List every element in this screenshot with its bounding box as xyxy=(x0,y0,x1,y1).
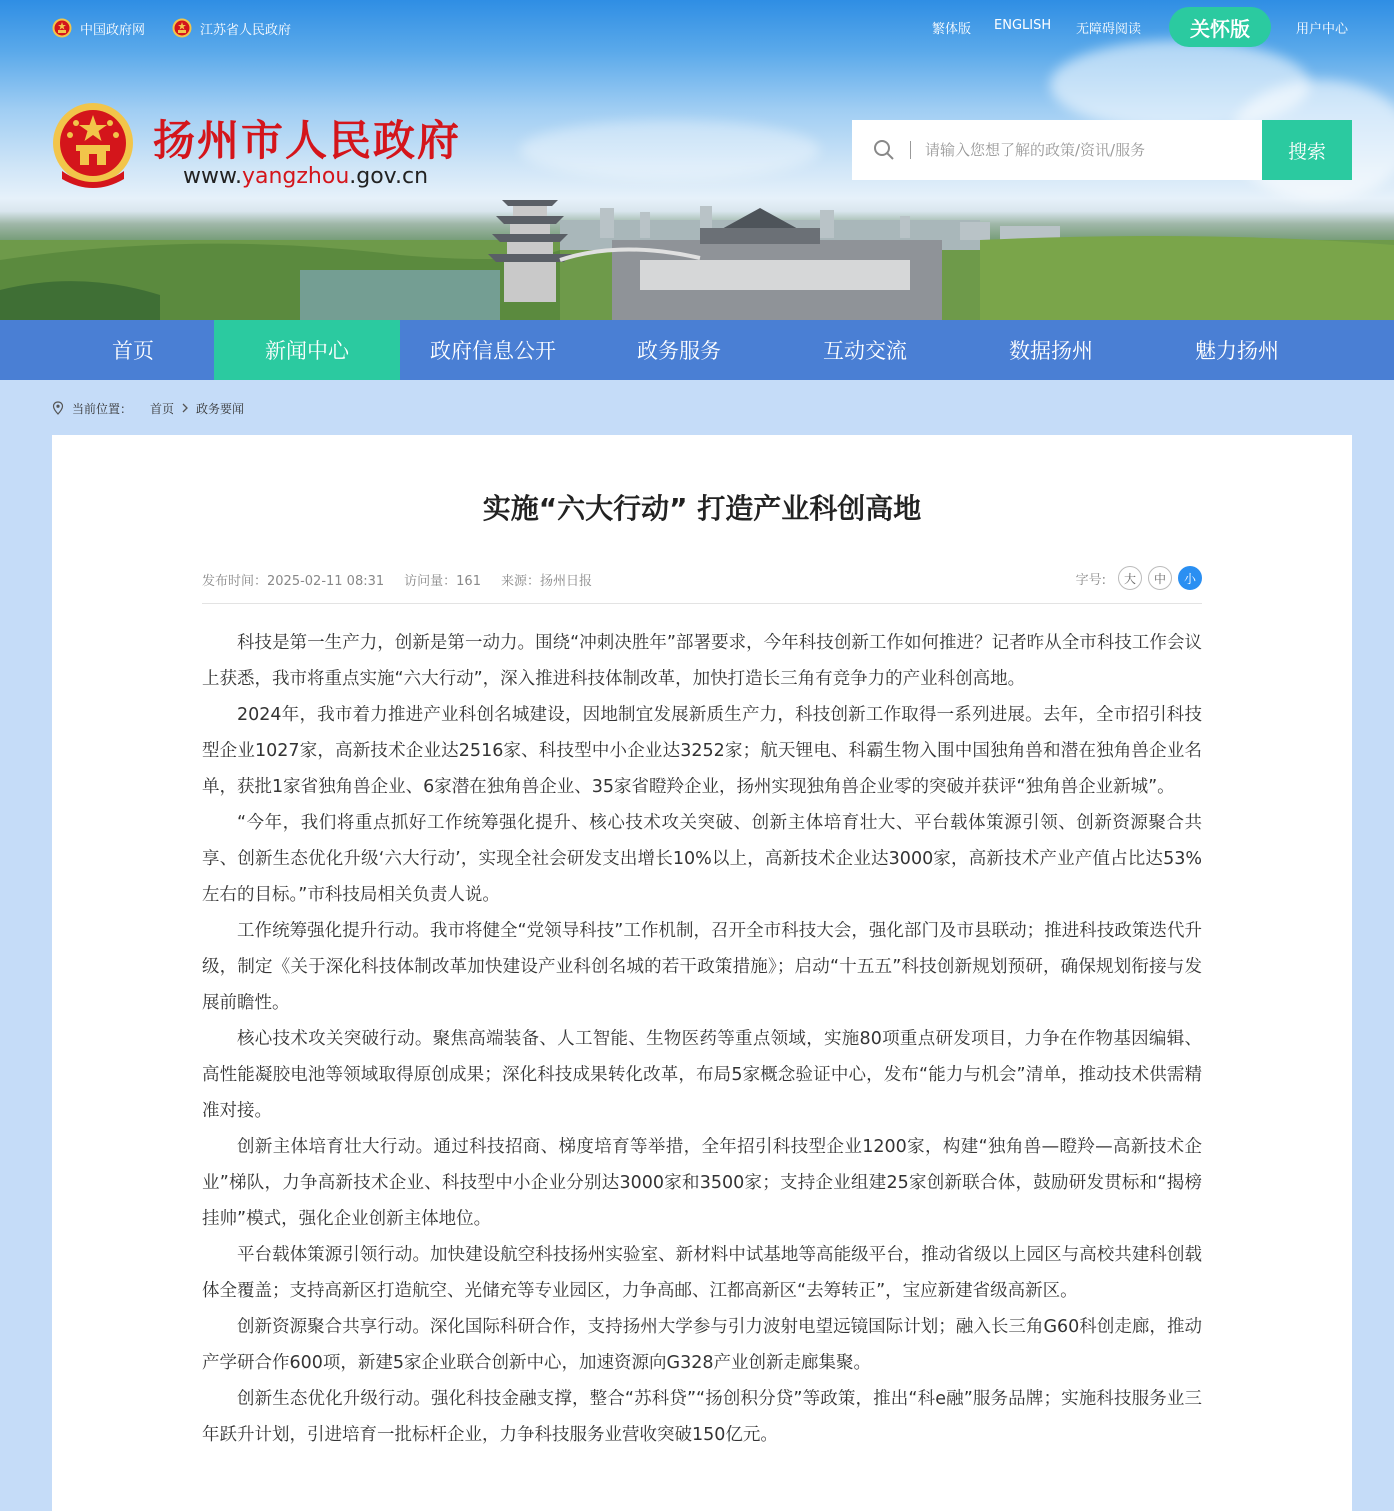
breadcrumb-label: 当前位置： xyxy=(72,401,133,416)
site-url-suffix: .gov.cn xyxy=(349,164,429,189)
search-icon xyxy=(872,138,896,162)
breadcrumb xyxy=(52,398,244,418)
cloud xyxy=(520,120,820,180)
article-card xyxy=(52,435,1352,1511)
national-emblem-icon xyxy=(172,18,192,38)
jiangsu-gov-label: 江苏省人民政府 xyxy=(200,22,292,38)
search-input[interactable] xyxy=(925,141,1245,159)
article-meta xyxy=(202,569,1202,589)
font-size-switcher xyxy=(1076,566,1202,590)
nav-gov-services[interactable]: 政务服务 xyxy=(637,339,721,363)
accessible-reading-link[interactable]: 无障碍阅读 xyxy=(1076,22,1142,37)
article-title: 实施“六大行动” 打造产业科创高地 xyxy=(482,492,922,525)
font-size-label: 字号: xyxy=(1075,572,1106,588)
article-paragraph: 工作统筹强化提升行动。我市将健全“党领导科技”工作机制，召开全市科技大会，强化部门及市县联动；推进科技政策迭代升级，制定《关于深化科技体制改革加快建设产业科创名城的若干政策措施》；启动“十五五”科技创新规划预研，确保规划衔接与发展前瞻性。 xyxy=(202,921,1202,1013)
meta-divider xyxy=(202,603,1202,604)
article-paragraph: 2024年，我市着力推进产业科创名城建设，因地制宜发展新质生产力，科技创新工作取得一系列进展。去年，全市招引科技型企业1027家，高新技术企业达2516家、科技型中小企业达3252家；航天锂电、科霸生物入围中国独角兽和潜在独角兽企业名单，获批1家省独角兽企业、6家潜在独角兽企业、35家省瞪羚企业，扬州实现独角兽企业零的突破并获评“独角兽企业新城”。 xyxy=(202,705,1202,797)
national-emblem-icon xyxy=(52,18,72,38)
nav-home[interactable]: 首页 xyxy=(112,339,154,363)
nav-news-center[interactable]: 新闻中心 xyxy=(214,320,400,380)
top-bar xyxy=(0,0,1394,56)
nav-gov-info[interactable]: 政府信息公开 xyxy=(430,339,556,363)
article-paragraph: 科技是第一生产力，创新是第一动力。围绕“冲刺决胜年”部署要求，今年科技创新工作如何推进？记者昨从全市科技工作会议上获悉，我市将重点实施“六大行动”，深入推进科技体制改革，加快打造长三角有竞争力的产业科创高地。 xyxy=(202,633,1202,689)
site-url-prefix: www. xyxy=(183,164,242,189)
city-skyline-illustration xyxy=(0,200,1394,320)
site-url xyxy=(183,164,428,189)
site-title: 扬州市人民政府 xyxy=(153,116,462,165)
article-paragraph: 创新资源聚合共享行动。深化国际科研合作，支持扬州大学参与引力波射电望远镜国际计划；融入长三角G60科创走廊，推动产学研合作600项，新建5家企业联合创新中心，加速资源向G328产业创新走廊集聚。 xyxy=(202,1317,1202,1373)
article-paragraph: 核心技术攻关突破行动。聚焦高端装备、人工智能、生物医药等重点领域，实施80项重点研发项目，力争在作物基因编辑、高性能凝胶电池等领域取得原创成果；深化科技成果转化改革，布局5家概念验证中心，发布“能力与机会”清单，推动技术供需精准对接。 xyxy=(202,1029,1202,1121)
national-emblem-icon xyxy=(52,101,134,189)
traditional-chinese-link[interactable]: 繁体版 xyxy=(932,22,972,37)
jiangsu-gov-link[interactable] xyxy=(172,18,291,38)
search-box xyxy=(852,120,1262,180)
chevron-right-icon xyxy=(180,402,190,414)
nav-interaction[interactable]: 互动交流 xyxy=(823,339,907,363)
font-size-large-button[interactable]: 大 xyxy=(1118,566,1142,590)
nav-data-yangzhou[interactable]: 数据扬州 xyxy=(1009,339,1093,363)
english-link[interactable]: ENGLISH xyxy=(994,18,1052,33)
view-count: 访问量：161 xyxy=(404,573,481,589)
site-url-highlight: yangzhou xyxy=(241,164,350,189)
user-center-link[interactable]: 用户中心 xyxy=(1296,22,1349,37)
font-size-small-button[interactable]: 小 xyxy=(1178,566,1202,590)
article-body xyxy=(202,625,1202,1453)
nav-charm-yangzhou[interactable]: 魅力扬州 xyxy=(1195,339,1279,363)
breadcrumb-current[interactable]: 政务要闻 xyxy=(196,401,245,416)
location-icon xyxy=(52,401,64,415)
article-paragraph: 平台载体策源引领行动。加快建设航空科技扬州实验室、新材料中试基地等高能级平台，推动省级以上园区与高校共建科创载体全覆盖；支持高新区打造航空、光储充等专业园区，力争高邮、江都高新区“去筹转正”，宝应新建省级高新区。 xyxy=(202,1245,1202,1301)
breadcrumb-home[interactable]: 首页 xyxy=(150,401,175,416)
main-nav xyxy=(0,320,1394,380)
article-source: 来源：扬州日报 xyxy=(500,573,592,589)
article-paragraph: 创新生态优化升级行动。强化科技金融支撑，整合“苏科贷”“扬创积分贷”等政策，推出“科e融”服务品牌；实施科技服务业三年跃升计划，引进培育一批标杆企业，力争科技服务业营收突破150亿元。 xyxy=(202,1389,1202,1445)
search-divider xyxy=(910,141,911,159)
care-mode-button[interactable]: 关怀版 xyxy=(1169,7,1271,47)
search-button[interactable]: 搜索 xyxy=(1262,120,1352,180)
font-size-medium-button[interactable]: 中 xyxy=(1148,566,1172,590)
gov-cn-label: 中国政府网 xyxy=(80,22,146,38)
header-banner xyxy=(0,0,1394,320)
article-paragraph: “今年，我们将重点抓好工作统筹强化提升、核心技术攻关突破、创新主体培育壮大、平台载体策源引领、创新资源聚合共享、创新生态优化升级‘六大行动’，实现全社会研发支出增长10%以上，高新技术企业达3000家，高新技术产业产值占比达53%左右的目标。”市科技局相关负责人说。 xyxy=(202,813,1202,905)
article-paragraph: 创新主体培育壮大行动。通过科技招商、梯度培育等举措，全年招引科技型企业1200家，构建“独角兽—瞪羚—高新技术企业”梯队，力争高新技术企业、科技型中小企业分别达3000家和3500家；支持企业组建25家创新联合体，鼓励研发贯标和“揭榜挂帅”模式，强化企业创新主体地位。 xyxy=(202,1137,1202,1229)
publish-time: 发布时间：2025-02-11 08:31 xyxy=(202,573,385,589)
gov-cn-link[interactable] xyxy=(52,18,145,38)
